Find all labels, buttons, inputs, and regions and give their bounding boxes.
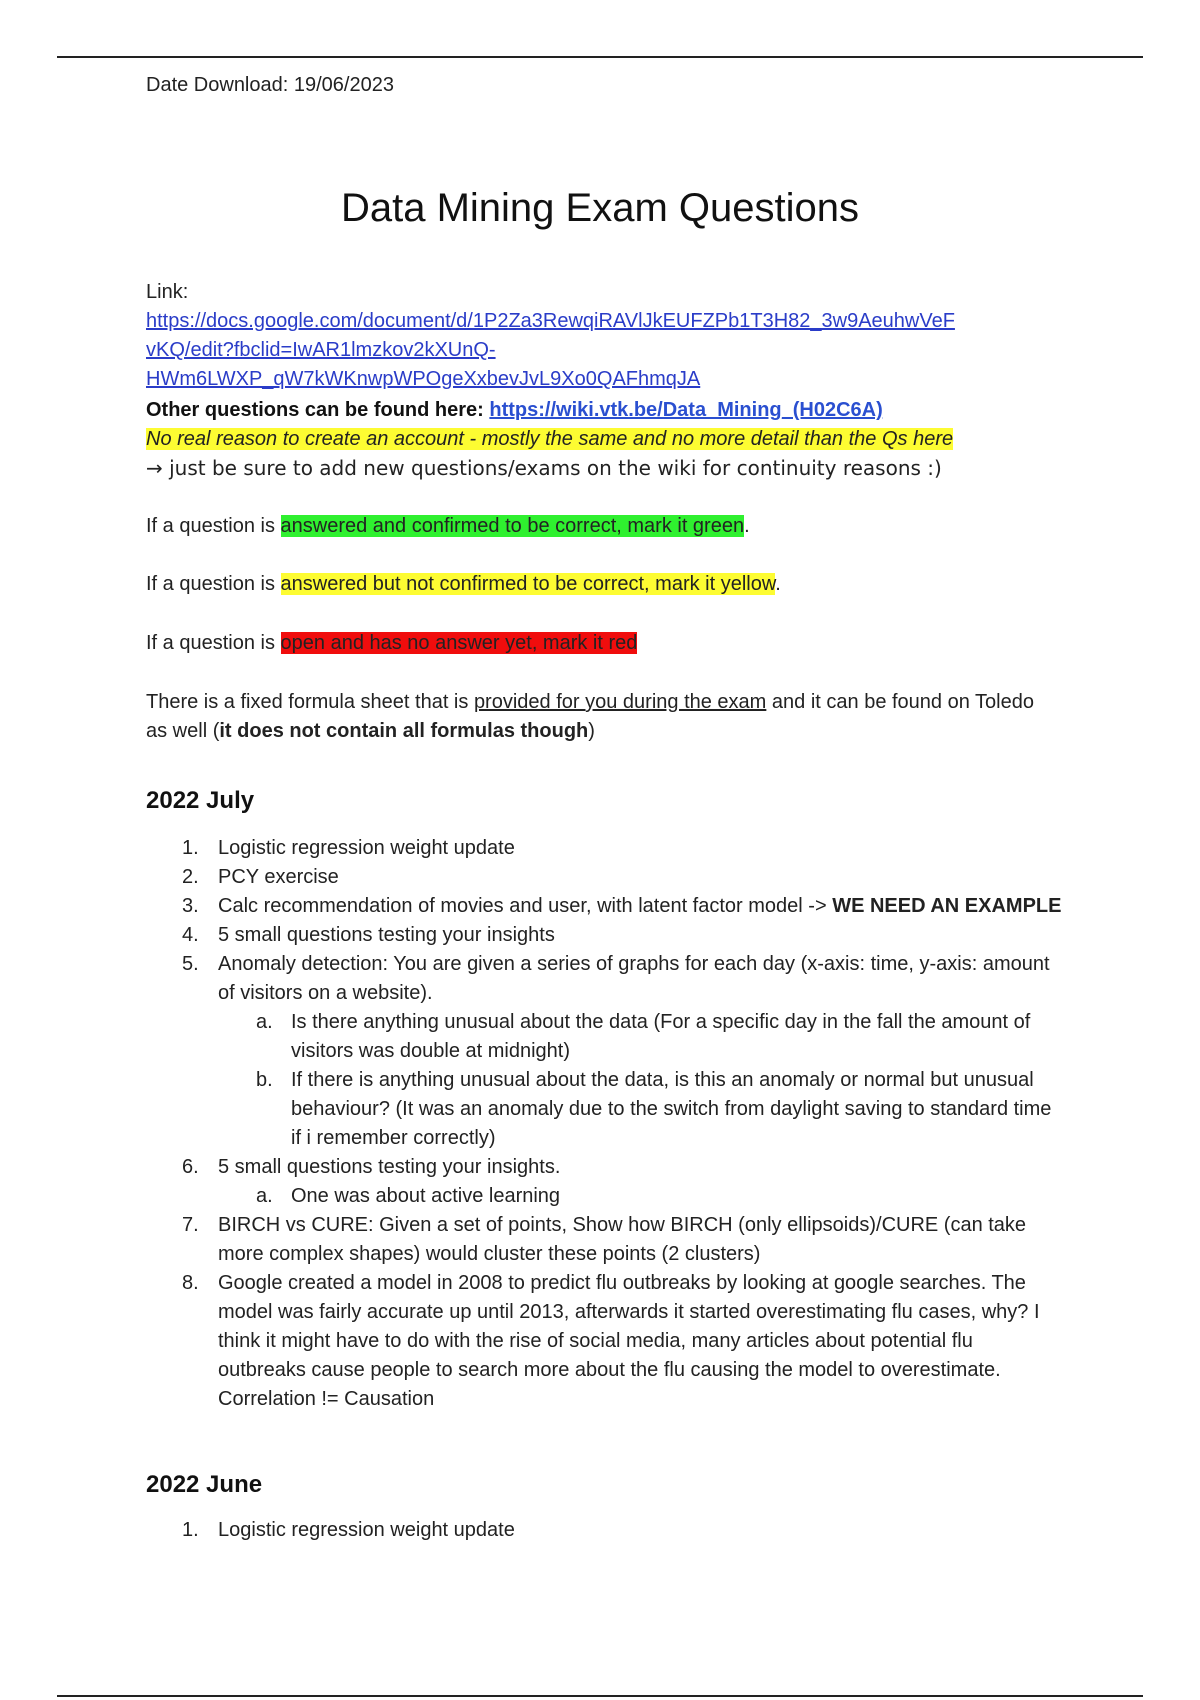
list-item: [146, 863, 1066, 892]
legend-prefix: If a question is: [146, 515, 275, 537]
list-text: 5 small questions testing your insights: [218, 924, 555, 946]
section-heading-july: 2022 July: [146, 787, 255, 814]
list-item: [146, 834, 1066, 863]
doc-link-line-2: vKQ/edit?fbclid=IwAR1lmzkov2kXUnQ-: [146, 339, 496, 361]
doc-link[interactable]: [146, 310, 955, 390]
june-question-list: [146, 1516, 1066, 1545]
july-question-list: [146, 834, 1066, 1414]
formula-bold: it does not contain all formulas though: [219, 720, 589, 742]
list-number: 2.: [182, 866, 199, 888]
list-bold-text: WE NEED AN EXAMPLE: [832, 895, 1062, 917]
list-number: 1.: [182, 1519, 199, 1541]
sub-list-text: Is there anything unusual about the data (For a specific day in the fall the amount of visitors was double at midnight): [291, 1011, 1031, 1062]
list-number: 5.: [182, 953, 199, 975]
legend-period: .: [744, 515, 750, 537]
formula-part2: and it can be found on Toledo as well (: [146, 691, 1034, 742]
list-number: 7.: [182, 1214, 199, 1236]
sub-list-text: One was about active learning: [291, 1185, 561, 1207]
list-number: 1.: [182, 837, 199, 859]
account-note-text: No real reason to create an account - mostly the same and no more detail than the Qs here: [146, 428, 954, 450]
list-text: Calc recommendation of movies and user, with latent factor model ->: [218, 895, 827, 917]
list-item: [146, 921, 1066, 950]
list-text: Logistic regression weight update: [218, 837, 515, 859]
list-item: [146, 1269, 1066, 1414]
sub-list-item: [146, 1182, 1066, 1211]
sub-list-text: If there is anything unusual about the data, is this an anomaly or normal but unusual behaviour? (It was an anomaly due to the switch from daylight saving to standard time if i remember correctly): [291, 1069, 1052, 1149]
page-title: Data Mining Exam Questions: [340, 186, 859, 230]
sub-list-number: a.: [256, 1185, 273, 1207]
top-rule: [57, 56, 1143, 58]
date-download: Date Download: 19/06/2023: [146, 74, 394, 96]
list-text: Google created a model in 2008 to predict flu outbreaks by looking at google searches. The model was fairly accurate up until 2013, afterwards it started overestimating flu cases, why? I think it might have to do with the rise of social media, many articles about potential flu outbreaks cause people to search more about the flu causing the model to overestimate. Correlation != Causation: [218, 1272, 1040, 1410]
continuity-note: → just be sure to add new questions/exams on the wiki for continuity reasons :): [146, 456, 942, 480]
list-number: 6.: [182, 1156, 199, 1178]
other-questions: [146, 396, 883, 425]
legend-period: .: [775, 573, 781, 595]
list-item: [146, 1516, 1066, 1545]
doc-link-line-3: HWm6LWXP_qW7kWKnwpWPOgeXxbevJvL9Xo0QAFhmqJA: [146, 368, 701, 390]
formula-part1: There is a fixed formula sheet that is: [146, 691, 469, 713]
wiki-link[interactable]: https://wiki.vtk.be/Data_Mining_(H02C6A): [489, 399, 883, 421]
legend-red-text: open and has no answer yet, mark it red: [280, 632, 638, 654]
list-number: 4.: [182, 924, 199, 946]
list-text: Anomaly detection: You are given a series of graphs for each day (x-axis: time, y-axis: amount of visitors on a website).: [218, 953, 1050, 1004]
legend-prefix: If a question is: [146, 632, 275, 654]
list-item: [146, 1211, 1066, 1269]
sub-list-number: a.: [256, 1011, 273, 1033]
formula-underlined: provided for you during the exam: [473, 691, 767, 713]
list-number: 3.: [182, 895, 199, 917]
list-item: [146, 892, 1066, 921]
legend-yellow-text: answered but not confirmed to be correct, mark it yellow: [280, 573, 776, 595]
legend-yellow-row: [146, 570, 781, 599]
list-text: 5 small questions testing your insights.: [218, 1156, 561, 1178]
list-text: BIRCH vs CURE: Given a set of points, Show how BIRCH (only ellipsoids)/CURE (can take more complex shapes) would cluster these points (2 clusters): [218, 1214, 1027, 1265]
formula-part3: ): [588, 720, 595, 742]
list-item: [146, 1153, 1066, 1182]
account-note: [146, 425, 953, 454]
list-text: PCY exercise: [218, 866, 339, 888]
section-heading-june: 2022 June: [146, 1471, 263, 1498]
list-text: Logistic regression weight update: [218, 1519, 515, 1541]
link-label: Link:: [146, 281, 189, 303]
legend-green-row: [146, 512, 750, 541]
doc-link-line-1: https://docs.google.com/document/d/1P2Za3RewqiRAVlJkEUFZPb1T3H82_3w9AeuhwVeF: [146, 310, 955, 332]
other-questions-label: Other questions can be found here:: [146, 399, 484, 421]
list-number: 8.: [182, 1272, 199, 1294]
legend-prefix: If a question is: [146, 573, 275, 595]
formula-sheet-note: [146, 688, 1046, 746]
legend-green-text: answered and confirmed to be correct, mark it green: [280, 515, 745, 537]
list-item: [146, 950, 1066, 1008]
legend-red-row: [146, 629, 637, 658]
link-block: [146, 278, 1056, 394]
sub-list-item: [146, 1008, 1066, 1066]
bottom-rule: [57, 1695, 1143, 1697]
sub-list-item: [146, 1066, 1066, 1153]
sub-list-number: b.: [256, 1069, 273, 1091]
